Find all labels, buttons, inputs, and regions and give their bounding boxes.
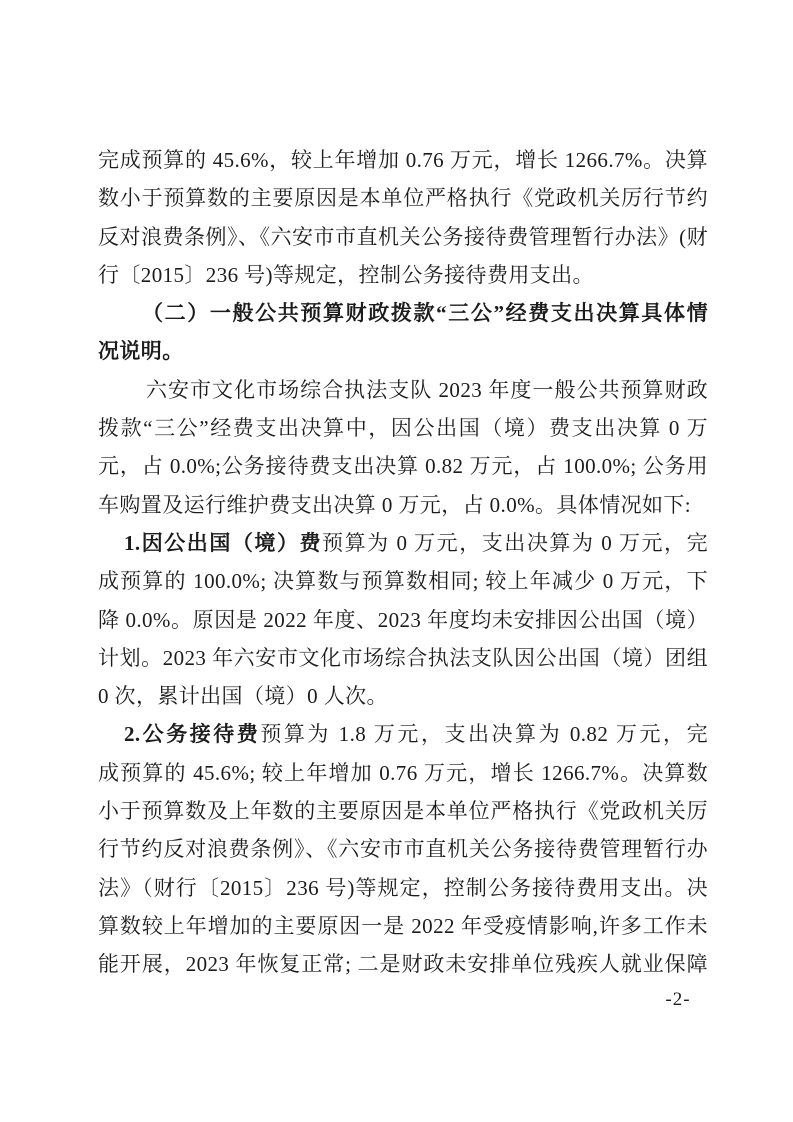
text-segment: 能开展，2023 年恢复正常; 二是财政未安排单位残疾人就业保障 — [98, 952, 708, 977]
text-line — [98, 179, 708, 217]
text-segment: 降 0.0%。原因是 2022 年度、2023 年度均未安排因公出国（境） — [98, 607, 708, 632]
text-segment: 车购置及运行维护费支出决算 0 万元，占 0.0%。具体情况如下: — [98, 492, 692, 517]
text-line — [98, 218, 708, 256]
text-line — [98, 524, 708, 562]
text-segment: 法》（财行〔2015〕236 号)等规定，控制公务接待费用支出。决 — [98, 875, 708, 900]
text-segment: 计划。2023 年六安市文化市场综合执法支队因公出国（境）团组 — [98, 645, 708, 670]
text-line — [98, 677, 708, 715]
text-line — [98, 332, 708, 370]
text-line — [98, 639, 708, 677]
text-line — [98, 792, 708, 830]
text-segment: 拨款“三公”经费支出决算中，因公出国（境）费支出决算 0 万 — [98, 416, 708, 441]
text-segment: 预算为 1.8 万元，支出决算为 0.82 万元，完 — [260, 722, 708, 747]
text-segment: 完成预算的 45.6%，较上年增加 0.76 万元，增长 1266.7%。决算 — [98, 148, 708, 172]
text-line — [98, 869, 708, 907]
text-segment: 反对浪费条例》、《六安市市直机关公务接待费管理暂行办法》(财 — [98, 224, 708, 249]
text-block — [98, 141, 708, 984]
text-segment: 0 次，累计出国（境）0 人次。 — [98, 684, 388, 709]
page-number: -2- — [665, 989, 691, 1010]
text-segment: 行〔2015〕236 号)等规定，控制公务接待费用支出。 — [98, 262, 594, 287]
text-segment: 元，占 0.0%;公务接待费支出决算 0.82 万元，占 100.0%; 公务用 — [98, 454, 708, 479]
text-segment: 六安市文化市场综合执法支队 2023 年度一般公共预算财政 — [146, 377, 708, 402]
text-segment: 成预算的 100.0%; 决算数与预算数相同; 较上年减少 0 万元，下 — [98, 569, 708, 594]
bold-text-segment: 2.公务接待费 — [124, 722, 261, 747]
text-segment: 成预算的 45.6%; 较上年增加 0.76 万元，增长 1266.7%。决算数 — [98, 760, 708, 785]
text-line — [98, 715, 708, 753]
text-line — [98, 754, 708, 792]
text-line — [98, 294, 708, 332]
text-segment: 数小于预算数的主要原因是本单位严格执行《党政机关厉行节约 — [98, 186, 708, 211]
text-line — [98, 830, 708, 868]
text-line — [98, 907, 708, 945]
bold-text-segment: 况说明。 — [98, 339, 184, 364]
text-line — [98, 409, 708, 447]
bold-text-segment: （二）一般公共预算财政拨款“三公”经费支出决算具体情 — [142, 301, 708, 326]
text-segment: 小于预算数及上年数的主要原因是本单位严格执行《党政机关厉 — [98, 799, 708, 824]
text-segment: 预算为 0 万元，支出决算为 0 万元，完 — [322, 530, 708, 555]
text-line — [98, 945, 708, 983]
text-segment: 行节约反对浪费条例》、《六安市市直机关公务接待费管理暂行办 — [98, 837, 708, 862]
text-line — [98, 141, 708, 179]
text-line — [98, 486, 708, 524]
text-line — [98, 562, 708, 600]
text-line — [98, 371, 708, 409]
text-line — [98, 256, 708, 294]
bold-text-segment: 1.因公出国（境）费 — [124, 530, 323, 555]
text-segment: 算数较上年增加的主要原因一是 2022 年受疫情影响,许多工作未 — [98, 913, 708, 938]
text-line — [98, 601, 708, 639]
text-line — [98, 447, 708, 485]
